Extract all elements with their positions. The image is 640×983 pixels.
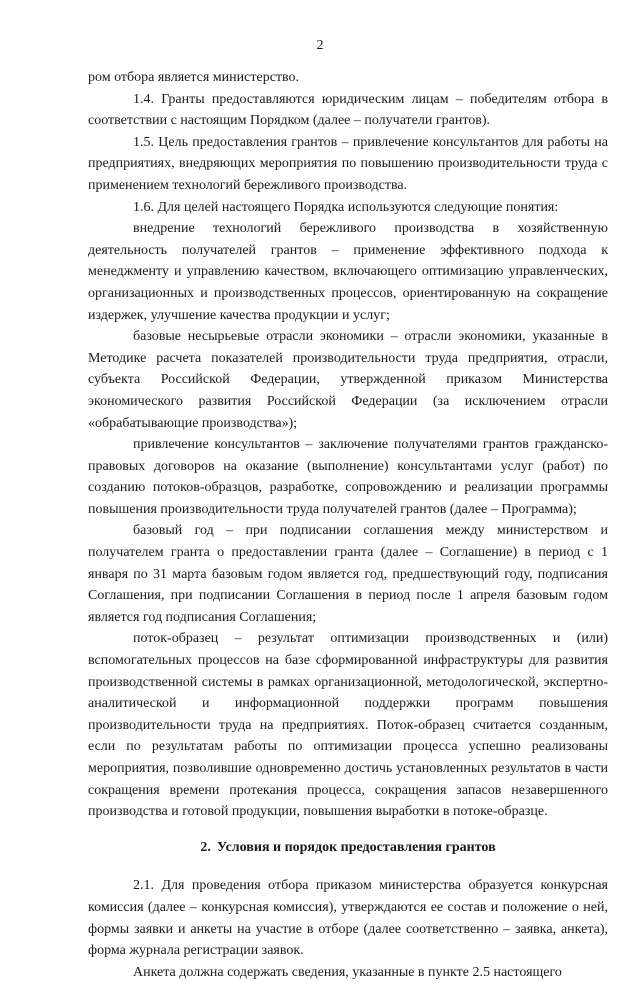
paragraph: Анкета должна содержать сведения, указанные в пункте 2.5 настоящего <box>133 964 562 980</box>
paragraph: базовый год – при подписании соглашения между министерством и получателем гранта о предоставлении гранта (далее – Соглашение) в период с 1 января по 31 марта базовым годом является год, предшествующий году, подписания Соглашения, при подписании Соглашения в период после 1 апреля базовым годом является год подписания Соглашения; <box>88 523 608 625</box>
paragraph: 2.1. Для проведения отбора приказом министерства образуется конкурсная комиссия (далее – конкурсная комиссия), утверждаются ее состав и положение о ней, формы заявки и анкеты на участие в отборе (далее соответственно – заявка, анкета), форма журнала регистрации заявок. <box>88 878 608 959</box>
paragraph: поток-образец – результат оптимизации производственных и (или) вспомогательных процессов на базе сформированной инфраструктуры для развития производственной системы в рамках организационной, методологической, экспертно-аналитической и информационной поддержки программ повышения производительности труда на предприятиях. Поток-образец считается созданным, если по результатам работы по оптимизации процесса успешно реализованы мероприятия, позволившие одновременно достичь установленных результатов в части сокращения времени протекания процесса, сокращения запасов незавершенного производства и готовой продукции, повышения выработки в потоке-образце. <box>88 631 608 820</box>
paragraph: привлечение консультантов – заключение получателями грантов гражданско-правовых договоров на оказание (выполнение) консультантами услуг (работ) по созданию потоков-образцов, разработке, сопровождению и реализации программы повышения производительности труда получателей грантов (далее – Программа); <box>88 437 608 517</box>
section-title: Условия и порядок предоставления грантов <box>216 839 496 855</box>
paragraph: 1.4. Гранты предоставляются юридическим лицам – победителям отбора в соответствии с настоящим Порядком (далее – получатели грантов). <box>88 91 608 129</box>
document-body <box>88 67 608 983</box>
paragraph: ром отбора является министерство. <box>88 70 300 85</box>
paragraph: внедрение технологий бережливого производства в хозяйственную деятельность получателей грантов – применение эффективного подхода к менеджменту и управлению качеством, включающего оптимизацию управленческих, организационных и производственных процессов, ориентированную на сокращение издержек, улучшение качества продукции и услуг; <box>88 221 608 323</box>
paragraph: 1.5. Цель предоставления грантов – привлечение консультантов для работы на предприятиях, внедряющих мероприятия по повышению производительности труда с применением технологий бережливого производства. <box>88 134 608 193</box>
section-heading <box>88 837 608 859</box>
paragraph: базовые несырьевые отрасли экономики – отрасли экономики, указанные в Методике расчета показателей производительности труда предприятия, отрасли, субъекта Российской Федерации, утвержденной приказом Министерства экономического развития Российской Федерации (за исключением отрасли «обрабатывающие производства»); <box>88 329 608 431</box>
section-number: 2. <box>200 839 211 855</box>
page-number: 2 <box>316 38 324 53</box>
paragraph: 1.6. Для целей настоящего Порядка используются следующие понятия: <box>133 199 559 215</box>
